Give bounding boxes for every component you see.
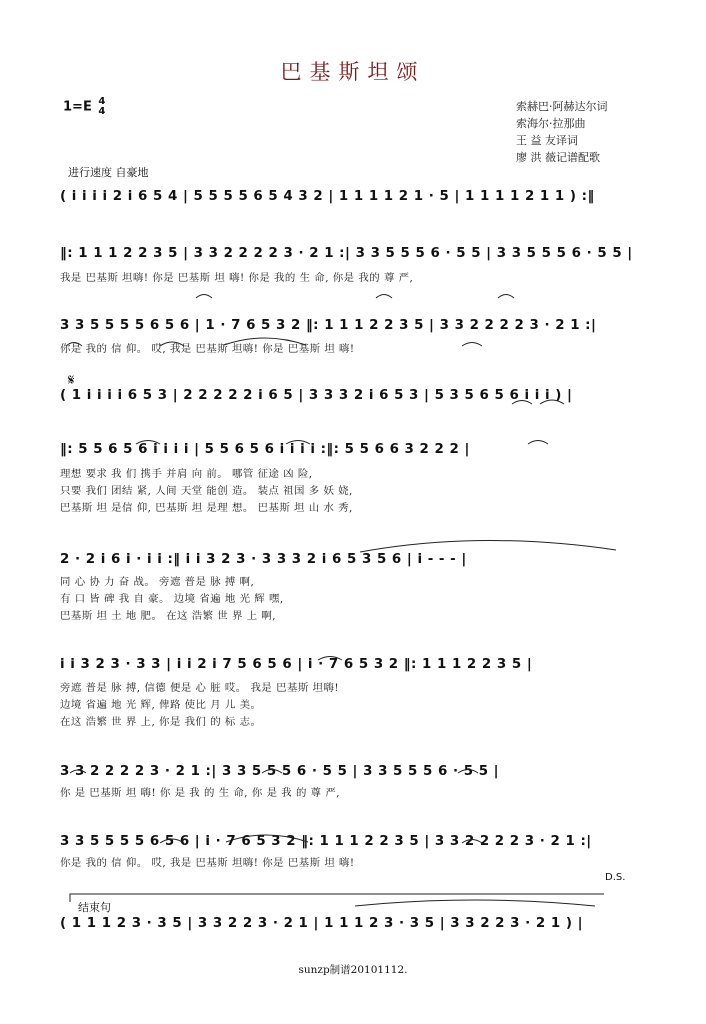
lyric-line: 你是 我的 信 仰。 哎, 我是 巴基斯 坦嗨! 你是 巴基斯 坦 嗨! <box>60 857 355 869</box>
time-denominator: 4 <box>98 106 106 117</box>
lyric-line-verse-1: 理想 要求 我 们 携手 并肩 向 前。 哪管 征途 凶 险, <box>60 468 313 480</box>
lyric-line: 我是 巴基斯 坦嗨! 你是 巴基斯 坦 嗨! 你是 我的 生 命, 你是 我的 尊 严, <box>60 272 414 284</box>
tempo-marking: 进行速度 自豪地 <box>68 166 149 179</box>
page-title: 巴基斯坦颂 <box>280 60 426 84</box>
music-line: 3 3 5 5 5 5 6 5 6 | 1 · 7 6 5 3 2 ‖: 1 1 1 2 2 3 5 | 3 3 2 2 2 2 3 · 2 1 :| <box>60 318 597 333</box>
lyric-line-verse-2: 边境 省遍 地 光 辉, 俾路 使比 月 儿 美。 <box>60 699 262 711</box>
lyric-line-verse-3: 巴基斯 坦 是信 仰, 巴基斯 坦 是理 想。 巴基斯 坦 山 水 秀, <box>60 502 353 514</box>
music-line: 3 3 2 2 2 2 3 · 2 1 :| 3 3 5 5 5 6 · 5 5 | 3 3 5 5 5 6 · 5 5 | <box>60 764 500 779</box>
lyric-line-verse-1: 旁遮 普是 脉 搏, 信德 便是 心 脏 哎。 我是 巴基斯 坦嗨! <box>60 682 340 694</box>
credit-composer: 索海尔·拉那曲 <box>516 117 586 130</box>
music-line: 2 · 2 i 6 i · i i :‖ i i 3 2 3 · 3 3 3 2 i 6 5 3 5 6 | i - - - | <box>60 552 467 567</box>
lyric-line-verse-2: 只要 我们 团结 紧, 人间 天堂 能创 造。 装点 祖国 多 妖 娆, <box>60 485 353 497</box>
credit-lyricist: 索赫巴·阿赫达尔词 <box>516 100 608 113</box>
time-numerator: 4 <box>98 96 106 107</box>
credit-translator: 王 益 友译词 <box>516 134 578 147</box>
dal-segno-mark: D.S. <box>605 872 626 883</box>
music-line: ( i i i i 2 i 6 5 4 | 5 5 5 5 6 5 4 3 2 | 1 1 1 1 2 1 · 5 | 1 1 1 1 2 1 1 ) :‖ <box>60 189 595 204</box>
key-label: 1=E <box>63 99 92 115</box>
music-line: ‖: 5 5 6 5 6 i i i i | 5 5 6 5 6 i i i i :‖: 5 5 6 6 3 2 2 2 | <box>60 442 470 457</box>
lyric-line-verse-2: 有 口 皆 碑 我 自 豪。 边境 省遍 地 光 辉 嘿, <box>60 593 284 605</box>
lyric-line-verse-3: 巴基斯 坦 土 地 肥。 在这 浩繁 世 界 上 啊, <box>60 610 277 622</box>
music-line: 3 3 5 5 5 5 6 5 6 | i · 7 6 5 3 2 ‖: 1 1 1 2 2 3 5 | 3 3 2 2 2 2 3 · 2 1 :| <box>60 834 592 849</box>
coda-label: 结束句 <box>78 901 111 914</box>
footer-credit: sunzp制谱20101112. <box>298 964 408 976</box>
music-line: ( 1 1 1 2 3 · 3 5 | 3 3 2 2 3 · 2 1 | 1 1 1 2 3 · 3 5 | 3 3 2 2 3 · 2 1 ) | <box>60 916 584 931</box>
lyric-line: 你 是 巴基斯 坦 嗨! 你 是 我 的 生 命, 你 是 我 的 尊 严, <box>60 787 341 799</box>
music-line: ‖: 1 1 1 2 2 3 5 | 3 3 2 2 2 2 3 · 2 1 :| 3 3 5 5 5 6 · 5 5 | 3 3 5 5 5 6 · 5 5 | <box>60 246 633 261</box>
credit-transcriber: 廖 洪 薇记谱配歌 <box>516 151 600 164</box>
music-line: ( 1 i i i i 6 5 3 | 2 2 2 2 2 i 6 5 | 3 3 3 2 i 6 5 3 | 5 3 5 6 5 6 i i i ) | <box>60 388 573 403</box>
segno-icon: 𝄋 <box>68 371 75 389</box>
lyric-line-verse-1: 同 心 协 力 奋 战。 旁遮 普是 脉 搏 啊, <box>60 576 255 588</box>
lyric-line-verse-3: 在这 浩繁 世 界 上, 你是 我们 的 标 志。 <box>60 716 262 728</box>
lyric-line: 你是 我的 信 仰。 哎, 我是 巴基斯 坦嗨! 你是 巴基斯 坦 嗨! <box>60 343 355 355</box>
music-line: i i 3 2 3 · 3 3 | i i 2 i 7 5 6 5 6 | i · 7 6 5 3 2 ‖: 1 1 1 2 2 3 5 | <box>60 657 533 672</box>
